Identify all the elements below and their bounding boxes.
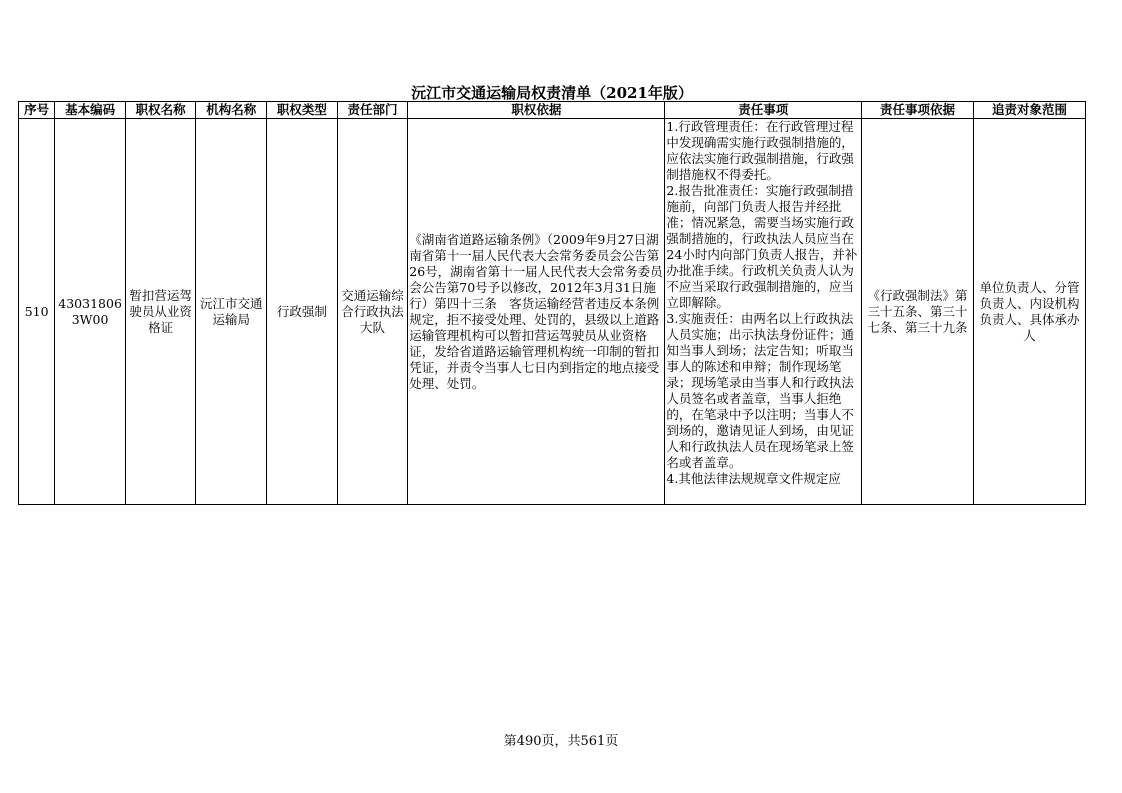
header-power-name: 职权名称 — [125, 102, 196, 119]
cell-org-name: 沅江市交通运输局 — [196, 119, 267, 505]
header-dept: 责任部门 — [337, 102, 408, 119]
duty-item: 3.实施责任：由两名以上行政执法人员实施；出示执法身份证件；通知当事人到场；法定告知；听取当事人的陈述和申辩；制作现场笔录；现场笔录由当事人和行政执法人员签名或者盖章，当事人拒绝的，在笔录中予以注明；当事人不到场的，邀请见证人到场，由见证人和行政执法人员在现场笔录上签名或者盖章。 — [666, 311, 854, 470]
cell-code: 430318063W00 — [55, 119, 126, 505]
duty-list-table — [18, 101, 1086, 505]
cell-seq: 510 — [19, 119, 55, 505]
header-code: 基本编码 — [55, 102, 126, 119]
table-row — [19, 119, 1086, 505]
cell-accountability: 单位负责人、分管负责人、内设机构负责人、具体承办人 — [974, 119, 1086, 505]
duty-item: 1.行政管理责任：在行政管理过程中发现确需实施行政强制措施的，应依法实施行政强制措施，行政强制措施权不得委托。 — [666, 119, 854, 182]
cell-basis: 《湖南省道路运输条例》（2009年9月27日湖南省第十一届人民代表大会常务委员会公告第26号，湖南省第十一届人民代表大会常务委员会公告第70号予以修改，2012年3月31日施行）第四十三条 客货运输经营者违反本条例规定，拒不接受处理、处罚的，县级以上道路运输管理机构可以暂扣营运驾驶员从业资格证，发给省道路运输管理机构统一印制的暂扣凭证，并责令当事人七日内到指定的地点接受处理、处罚。 — [408, 119, 665, 505]
header-org-name: 机构名称 — [196, 102, 267, 119]
cell-dept: 交通运输综合行政执法大队 — [337, 119, 408, 505]
page-number: 第490页，共561页 — [503, 734, 619, 749]
cell-duty-basis: 《行政强制法》第三十五条、第三十七条、第三十九条 — [862, 119, 974, 505]
duty-item: 4.其他法律法规规章文件规定应 — [666, 471, 841, 486]
header-seq: 序号 — [19, 102, 55, 119]
document-title: 沅江市交通运输局权责清单（2021年版） — [411, 84, 693, 102]
header-duties: 责任事项 — [665, 102, 862, 119]
header-basis: 职权依据 — [408, 102, 665, 119]
header-row — [19, 102, 1086, 119]
cell-power-name: 暂扣营运驾驶员从业资格证 — [125, 119, 196, 505]
cell-power-type: 行政强制 — [267, 119, 338, 505]
cell-duty-items — [665, 119, 862, 505]
header-duty-basis: 责任事项依据 — [862, 102, 974, 119]
header-accountability: 追责对象范围 — [974, 102, 1086, 119]
header-power-type: 职权类型 — [267, 102, 338, 119]
duty-item: 2.报告批准责任：实施行政强制措施前，向部门负责人报告并经批准；情况紧急，需要当场实施行政强制措施的，行政执法人员应当在24小时内向部门负责人报告，并补办批准手续。行政机关负责人认为不应当采取行政强制措施的，应当立即解除。 — [666, 183, 858, 310]
